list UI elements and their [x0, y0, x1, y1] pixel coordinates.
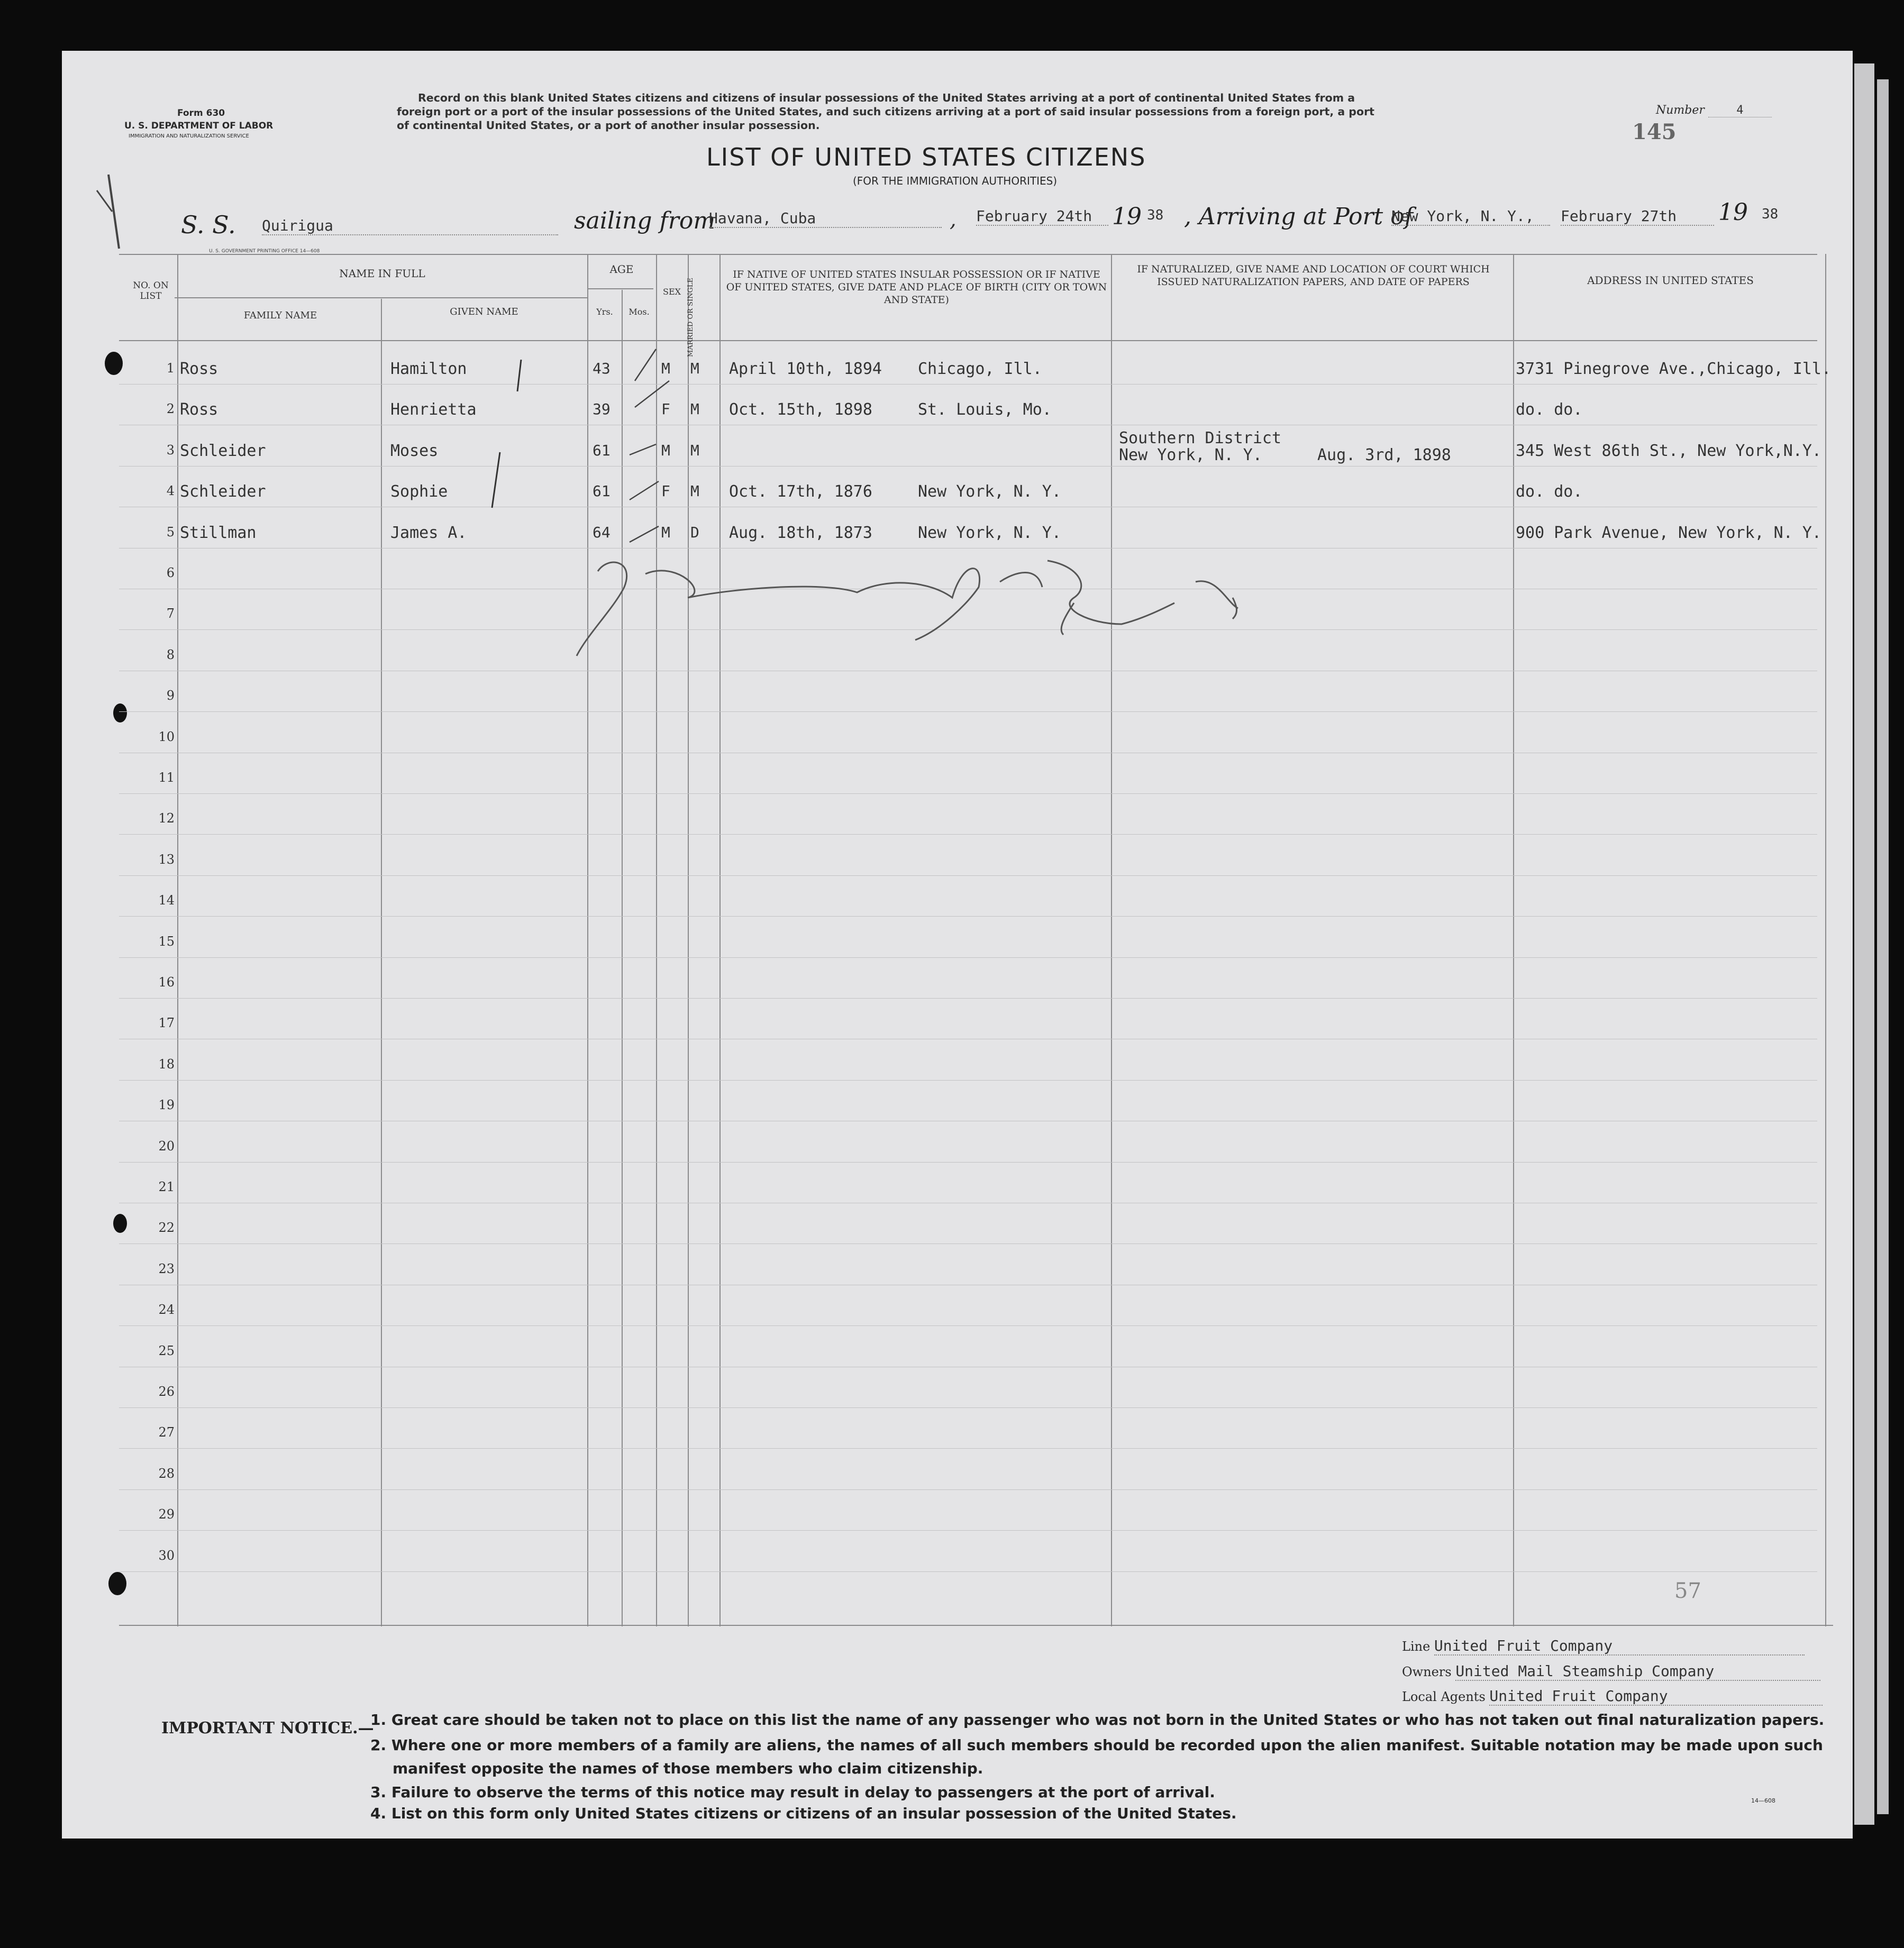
- row-number: 17: [158, 1016, 175, 1030]
- header-sex: SEX: [662, 287, 681, 297]
- marital-status-cell: M: [690, 442, 699, 459]
- row-number: 21: [158, 1179, 175, 1194]
- age-years-cell: 61: [593, 442, 611, 459]
- family-name-cell: Stillman: [180, 524, 257, 542]
- service: IMMIGRATION AND NATURALIZATION SERVICE: [129, 133, 249, 139]
- sailing-label: sailing from: [574, 207, 716, 234]
- notice-item-1: 1. Great care should be taken not to place on this list the name of any passenger who was not born in the United States or who has not taken out final naturalization papers.: [370, 1711, 1825, 1728]
- sex-cell: M: [661, 524, 670, 541]
- row-number: 8: [166, 647, 175, 662]
- age-years-cell: 39: [593, 400, 611, 418]
- line-field: [1402, 1637, 1805, 1656]
- birth-place-cell: Chicago, Ill.: [918, 360, 1042, 378]
- address-cell: do. do.: [1516, 400, 1583, 419]
- address-cell: 345 West 86th St., New York,N.Y.: [1516, 442, 1821, 460]
- form-code: 14—608: [1751, 1797, 1775, 1804]
- birth-place-cell: St. Louis, Mo.: [918, 400, 1052, 419]
- tick-mark: [630, 444, 656, 455]
- notice-item-4: 4. List on this form only United States citizens or citizens of an insular possession of the United States.: [370, 1805, 1237, 1822]
- given-name-cell: Moses: [390, 442, 439, 460]
- row-number: 30: [158, 1548, 175, 1563]
- arrival-port: New York, N. Y.,: [1391, 207, 1550, 226]
- marital-status-cell: M: [690, 360, 699, 377]
- sex-cell: F: [661, 482, 670, 500]
- marital-status-cell: M: [690, 482, 699, 500]
- row-number: 24: [158, 1302, 175, 1317]
- row-number: 9: [166, 688, 175, 703]
- header-yrs: Yrs.: [596, 307, 613, 317]
- row-number: 22: [158, 1220, 175, 1235]
- header-naturalized: IF NATURALIZED, GIVE NAME AND LOCATION OF COURT WHICH ISSUED NATURALIZATION PAPERS, AND DATE OF PAPERS: [1137, 263, 1490, 288]
- sex-cell: M: [661, 442, 670, 459]
- row-number: 16: [158, 975, 175, 990]
- header-birth: IF NATIVE OF UNITED STATES INSULAR POSSESSION OR IF NATIVE OF UNITED STATES, GIVE DATE AND PLACE OF BIRTH (CITY OR TOWN AND STATE): [726, 269, 1107, 306]
- age-years-cell: 43: [593, 360, 611, 377]
- row-number: 2: [166, 401, 175, 416]
- tick-mark: [630, 481, 659, 500]
- arrival-date: February 27th: [1561, 207, 1714, 226]
- birth-place-cell: New York, N. Y.: [918, 482, 1061, 501]
- arriving-label: , Arriving at Port of: [1184, 203, 1413, 230]
- row-number: 20: [158, 1139, 175, 1154]
- form-instruction: Record on this blank United States citizens and citizens of insular possessions of the United States arriving at a port of continental United States from a foreign port or a port of the insular possessions of the United States, and such citizens arriving at a port of said insular possessions from a foreign port, a port of continental United States, or a port of another insular possession.: [397, 92, 1374, 132]
- row-number: 18: [158, 1057, 175, 1072]
- tick-mark: [635, 349, 669, 407]
- agents-label: Local Agents: [1402, 1689, 1486, 1704]
- arrival-year: 38: [1762, 206, 1779, 222]
- owners-field: [1402, 1662, 1820, 1681]
- header-mos: Mos.: [628, 307, 650, 317]
- notice-item-2-cont: manifest opposite the names of those members who claim citizenship.: [393, 1760, 983, 1777]
- naturalization-location-cell: New York, N. Y.: [1119, 446, 1262, 464]
- handwritten-annotation: [577, 561, 1238, 656]
- agents-value: United Fruit Company: [1489, 1687, 1823, 1706]
- depart-date: February 24th: [976, 207, 1108, 226]
- depart-year: 38: [1147, 207, 1164, 223]
- row-number: 3: [166, 443, 175, 458]
- number-value: 4: [1708, 104, 1772, 117]
- birth-place-cell: New York, N. Y.: [918, 524, 1061, 542]
- sex-cell: F: [661, 400, 670, 418]
- row-number: 5: [166, 525, 175, 539]
- address-cell: do. do.: [1516, 482, 1583, 501]
- header-name-in-full: NAME IN FULL: [339, 267, 425, 280]
- address-cell: 3731 Pinegrove Ave.,Chicago, Ill.: [1516, 360, 1832, 378]
- birth-date-cell: April 10th, 1894: [729, 360, 882, 378]
- birth-date-cell: Oct. 15th, 1898: [729, 400, 872, 419]
- row-number: 4: [166, 483, 175, 498]
- row-number: 6: [166, 565, 175, 580]
- sex-cell: M: [661, 360, 670, 377]
- margin-check-mark: [108, 175, 119, 249]
- page-title: LIST OF UNITED STATES CITIZENS: [706, 143, 1146, 171]
- ss-label: S. S.: [181, 211, 236, 239]
- stamp-number: 145: [1632, 120, 1677, 144]
- age-years-cell: 64: [593, 524, 611, 541]
- row-number: 29: [158, 1507, 175, 1522]
- row-number: 15: [158, 934, 175, 949]
- arrival-year-prefix: 19: [1718, 199, 1748, 226]
- margin-check-mark: [97, 190, 112, 212]
- birth-date-cell: Oct. 17th, 1876: [729, 482, 872, 501]
- family-name-cell: Ross: [180, 360, 218, 378]
- owners-value: United Mail Steamship Company: [1455, 1662, 1820, 1681]
- tick-mark: [517, 360, 521, 391]
- given-name-cell: Henrietta: [390, 400, 477, 419]
- family-name-cell: Schleider: [180, 442, 266, 460]
- row-number: 7: [166, 606, 175, 621]
- birth-date-cell: Aug. 18th, 1873: [729, 524, 872, 542]
- address-cell: 900 Park Avenue, New York, N. Y.: [1516, 524, 1821, 542]
- naturalization-date-cell: Aug. 3rd, 1898: [1317, 446, 1451, 464]
- row-number: 11: [158, 770, 175, 785]
- header-married-single: MARRIED OR SINGLE: [687, 278, 695, 357]
- header-age: AGE: [609, 263, 634, 276]
- row-number: 26: [158, 1384, 175, 1399]
- agents-field: [1402, 1687, 1823, 1706]
- row-number: 28: [158, 1466, 175, 1481]
- page-subtitle: (FOR THE IMMIGRATION AUTHORITIES): [853, 175, 1058, 187]
- notice-item-2: 2. Where one or more members of a family are aliens, the names of all such members should be recorded upon the alien manifest. Suitable notation may be made upon such: [370, 1736, 1823, 1754]
- row-number: 13: [158, 852, 175, 867]
- row-number: 27: [158, 1425, 175, 1440]
- family-name-cell: Schleider: [180, 482, 266, 501]
- notice-item-3: 3. Failure to observe the terms of this notice may result in delay to passengers at the port of arrival.: [370, 1784, 1215, 1801]
- row-number: 25: [158, 1343, 175, 1358]
- family-name-cell: Ross: [180, 400, 218, 419]
- row-number: 1: [166, 361, 175, 376]
- comma: ,: [950, 207, 956, 232]
- notice-heading: IMPORTANT NOTICE.—: [161, 1719, 374, 1737]
- given-name-cell: Sophie: [390, 482, 448, 501]
- header-no-on-list: NO. ON LIST: [133, 280, 169, 301]
- header-family-name: FAMILY NAME: [243, 310, 317, 321]
- row-number: 10: [158, 729, 175, 744]
- row-number: 14: [158, 893, 175, 908]
- page-mark: 57: [1674, 1579, 1701, 1603]
- form-number: Form 630: [177, 108, 225, 118]
- depart-year-prefix: 19: [1112, 203, 1142, 230]
- from-port: Havana, Cuba: [709, 209, 942, 228]
- number-label: Number: [1656, 104, 1705, 117]
- age-years-cell: 61: [593, 482, 611, 500]
- owners-label: Owners: [1402, 1665, 1452, 1679]
- row-number: 12: [158, 811, 175, 826]
- marital-status-cell: M: [690, 400, 699, 418]
- header-given-name: GIVEN NAME: [450, 306, 518, 317]
- line-label: Line: [1402, 1639, 1431, 1654]
- naturalization-court-cell: Southern District: [1119, 429, 1282, 447]
- marital-status-cell: D: [690, 524, 699, 541]
- ship-name: Quirigua: [262, 217, 558, 235]
- header-address: ADDRESS IN UNITED STATES: [1587, 274, 1754, 287]
- printing-office: U. S. GOVERNMENT PRINTING OFFICE 14—608: [209, 249, 320, 254]
- row-number: 19: [158, 1098, 175, 1112]
- row-number: 23: [158, 1261, 175, 1276]
- tick-mark: [630, 526, 659, 542]
- tick-mark: [492, 452, 500, 508]
- department: U. S. DEPARTMENT OF LABOR: [124, 121, 274, 131]
- given-name-cell: James A.: [390, 524, 467, 542]
- given-name-cell: Hamilton: [390, 360, 467, 378]
- line-value: United Fruit Company: [1434, 1637, 1805, 1656]
